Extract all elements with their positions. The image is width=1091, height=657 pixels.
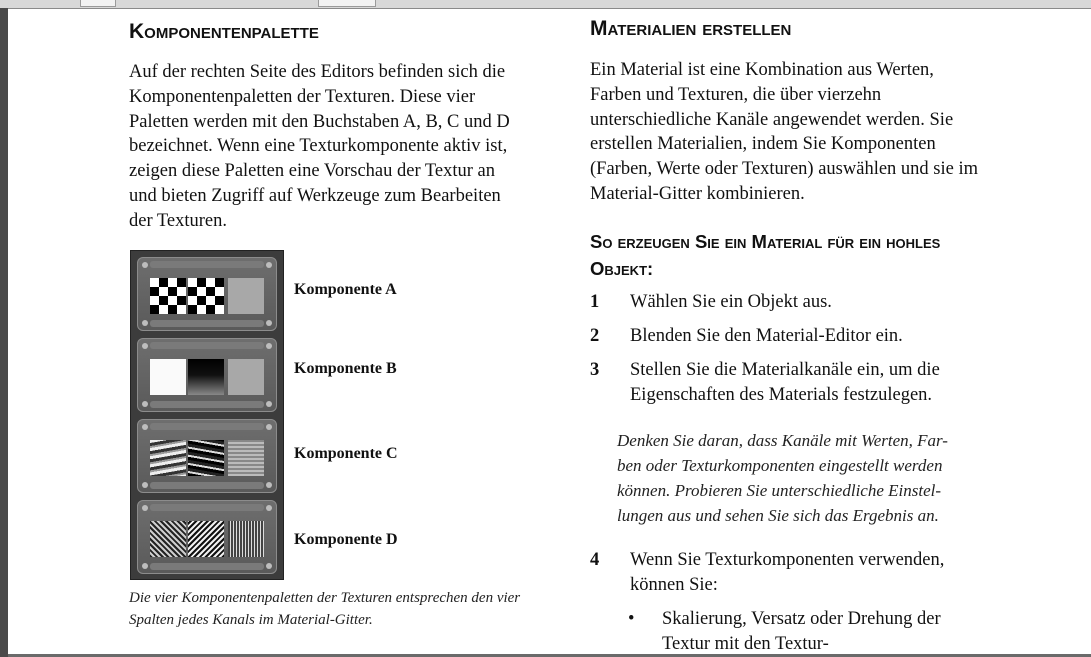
right-intro-line: Material-Gitter kombinieren.	[590, 183, 805, 204]
caption-line: Spalten jedes Kanals im Material-Gitter.	[129, 612, 373, 628]
component-label-b: Komponente B	[294, 360, 397, 377]
step-4	[590, 548, 1050, 598]
left-intro-paragraph	[129, 60, 510, 234]
bullet-dot: •	[628, 609, 635, 629]
palette-c	[137, 419, 277, 493]
right-intro-line: unterschiedliche Kanäle angewendet werden. Sie	[590, 109, 954, 130]
texture-swatch	[188, 440, 224, 476]
step-text: Eigenschaften des Materials festzulegen.	[630, 385, 933, 405]
component-label-a: Komponente A	[294, 281, 397, 298]
texture-swatch	[188, 278, 224, 314]
note-line: lungen aus und sehen Sie sich das Ergebnis an.	[617, 506, 939, 525]
left-intro-line: Auf der rechten Seite des Editors befinden sich die	[129, 62, 506, 82]
toolbar-field[interactable]	[318, 0, 376, 7]
left-intro-line: und bieten Zugriff auf Werkzeuge zum Bearbeiten	[129, 185, 501, 206]
step-number: 4	[590, 550, 600, 570]
procedure-heading-line: Objekt:	[590, 258, 654, 279]
sub-bullet	[628, 607, 1048, 657]
left-intro-line: Paletten werden mit den Buchstaben A, B, C und D	[129, 111, 510, 132]
component-label-d: Komponente D	[294, 531, 398, 548]
component-palettes-image	[130, 250, 284, 580]
texture-swatch	[150, 521, 186, 557]
texture-swatch	[188, 359, 224, 395]
viewer-toolbar	[0, 0, 1091, 9]
bullet-text: Textur mit den Textur-	[662, 634, 829, 654]
note-line: ben oder Texturkomponenten eingestellt werden	[617, 456, 943, 475]
left-heading: Komponentenpalette	[129, 20, 319, 43]
right-intro-line: Ein Material ist eine Kombination aus Werten,	[590, 60, 934, 80]
caption-line: Die vier Komponentenpaletten der Texturen entsprechen den vier	[129, 590, 521, 606]
toolbar-field[interactable]	[80, 0, 116, 7]
note-line: Denken Sie daran, dass Kanäle mit Werten, Far-	[617, 431, 948, 450]
right-heading: Materialien erstellen	[590, 17, 792, 40]
left-intro-line: zeigen diese Paletten eine Vorschau der Textur an	[129, 161, 496, 182]
texture-swatch	[150, 278, 186, 314]
right-intro-paragraph	[590, 58, 978, 207]
right-intro-line: Farben und Texturen, die über vierzehn	[590, 84, 882, 105]
texture-swatch	[228, 521, 264, 557]
palette-a	[137, 257, 277, 331]
texture-swatch	[188, 521, 224, 557]
right-intro-line: erstellen Materialien, indem Sie Komponenten	[590, 134, 936, 155]
left-intro-line: bezeichnet. Wenn eine Texturkomponente aktiv ist,	[129, 136, 508, 157]
palette-d	[137, 500, 277, 574]
step-text: Blenden Sie den Material-Editor ein.	[630, 326, 903, 346]
right-intro-line: (Farben, Werte oder Texturen) auswählen und sie im	[590, 159, 978, 180]
texture-swatch	[150, 440, 186, 476]
viewer-left-edge	[0, 8, 8, 657]
texture-swatch	[228, 359, 264, 395]
bullet-text: Skalierung, Versatz oder Drehung der	[662, 609, 941, 629]
procedure-heading-line: So erzeugen Sie ein Material für ein hohles	[590, 231, 941, 252]
texture-swatch	[228, 440, 264, 476]
step-number: 1	[590, 292, 600, 312]
step-1	[590, 290, 1050, 315]
note-line: können. Probieren Sie unterschiedliche Einstel-	[617, 481, 942, 500]
left-intro-line: Komponentenpaletten der Texturen. Diese vier	[129, 86, 476, 107]
step-3	[590, 358, 1050, 408]
texture-swatch	[228, 278, 264, 314]
figure-caption	[129, 587, 520, 631]
left-intro-line: der Texturen.	[129, 210, 228, 231]
step-text: können Sie:	[630, 575, 718, 595]
component-label-c: Komponente C	[294, 445, 398, 462]
step-text: Wenn Sie Texturkomponenten verwenden,	[630, 550, 945, 570]
palette-b	[137, 338, 277, 412]
step-number: 2	[590, 326, 600, 346]
texture-swatch	[150, 359, 186, 395]
step-number: 3	[590, 360, 600, 380]
step-2	[590, 324, 1050, 349]
step-text: Wählen Sie ein Objekt aus.	[630, 292, 832, 312]
tip-note	[617, 428, 948, 528]
step-text: Stellen Sie die Materialkanäle ein, um die	[630, 360, 940, 380]
procedure-heading	[590, 228, 940, 282]
